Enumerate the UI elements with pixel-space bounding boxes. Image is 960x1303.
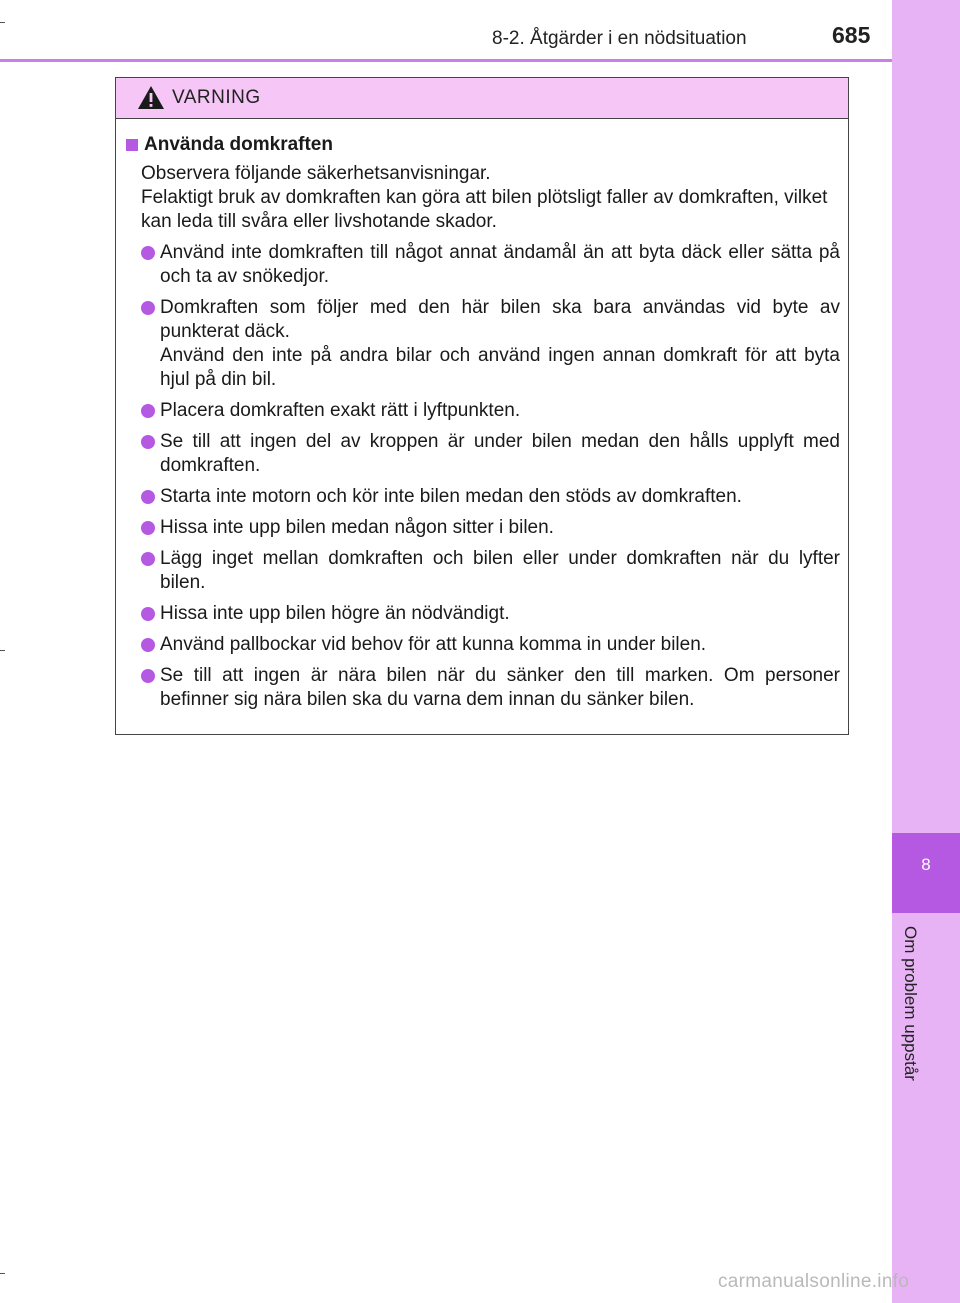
list-item (126, 516, 840, 540)
intro-line: Observera följande säkerhetsanvisningar. (141, 163, 491, 184)
warning-body (116, 119, 848, 712)
section-title (126, 133, 840, 157)
crop-mark (0, 1273, 5, 1274)
bullet-dot-icon (141, 607, 155, 621)
list-item (126, 399, 840, 423)
header-rule (0, 59, 892, 62)
list-item-text: Använd inte domkraften till något annat ändamål än att byta däck eller sätta på och ta av snökedjor. (160, 242, 840, 287)
bullet-dot-icon (141, 490, 155, 504)
bullet-dot-icon (141, 301, 155, 315)
list-item (126, 664, 840, 712)
bullet-dot-icon (141, 246, 155, 260)
list-item-text: Lägg inget mellan domkraften och bilen eller under domkraften när du lyfter bilen. (160, 548, 840, 593)
list-item (126, 430, 840, 478)
chapter-label: Om problem uppstår (901, 926, 920, 1081)
warning-box (115, 77, 849, 735)
bullet-dot-icon (141, 669, 155, 683)
list-item (126, 485, 840, 509)
chapter-number: 8 (921, 855, 931, 874)
crop-mark (0, 650, 5, 651)
bullet-dot-icon (141, 552, 155, 566)
chapter-side-tab (892, 0, 960, 1303)
warning-header (116, 78, 848, 119)
section-title-text: Använda domkraften (144, 134, 333, 155)
watermark: carmanualsonline.info (718, 1271, 910, 1292)
list-item (126, 241, 840, 289)
list-item (126, 633, 840, 657)
list-item-text: Se till att ingen är nära bilen när du sänker den till marken. Om personer befinner sig nära bilen ska du varna dem innan du sänker bilen. (160, 665, 840, 710)
list-item-text: Använd den inte på andra bilar och använd ingen annan domkraft för att byta hjul på din bil. (160, 345, 840, 390)
list-item-text: Starta inte motorn och kör inte bilen medan den stöds av domkraften. (160, 486, 742, 507)
warning-triangle-icon (137, 85, 165, 110)
section-header: 8-2. Åtgärder i en nödsituation (492, 28, 747, 49)
list-item-text: Se till att ingen del av kroppen är under bilen medan den hålls upplyft med domkraften. (160, 431, 840, 476)
list-item (126, 602, 840, 626)
bullet-dot-icon (141, 521, 155, 535)
list-item-text: Hissa inte upp bilen högre än nödvändigt. (160, 603, 510, 624)
list-item (126, 296, 840, 392)
list-item-text: Använd pallbockar vid behov för att kunna komma in under bilen. (160, 634, 707, 655)
crop-mark (0, 22, 5, 23)
list-item (126, 547, 840, 595)
list-item-text: Placera domkraften exakt rätt i lyftpunkten. (160, 400, 521, 421)
bullet-dot-icon (141, 404, 155, 418)
warning-title: VARNING (172, 87, 261, 108)
intro-line: Felaktigt bruk av domkraften kan göra att bilen plötsligt faller av domkraften, vilket kan leda till svåra eller livshotande skador. (141, 187, 828, 232)
bullet-dot-icon (141, 638, 155, 652)
square-bullet-icon (126, 139, 138, 151)
warning-list (126, 241, 840, 712)
bullet-dot-icon (141, 435, 155, 449)
list-item-text: Domkraften som följer med den här bilen ska bara användas vid byte av punkterat däck. (160, 297, 840, 342)
list-item-text: Hissa inte upp bilen medan någon sitter i bilen. (160, 517, 554, 538)
page-number: 685 (832, 22, 871, 48)
